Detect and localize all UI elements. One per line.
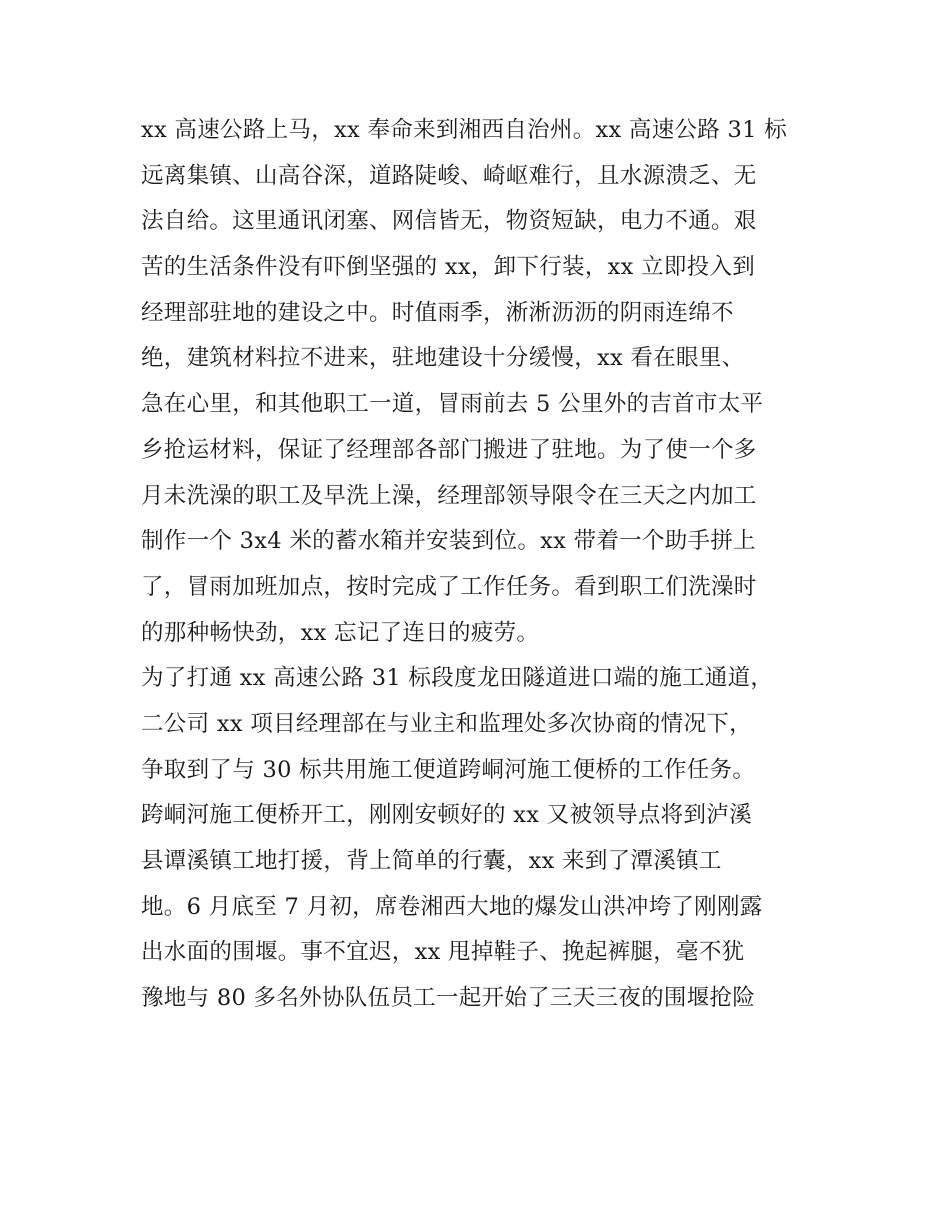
text-line: 了，冒雨加班加点，按时完成了工作任务。看到职工们洗澡时	[141, 573, 757, 600]
body-text	[141, 108, 821, 1022]
text-line: 为了打通 xx 高速公路 31 标段度龙田隧道进口端的施工通道，	[141, 665, 774, 692]
text-line: xx 高速公路上马，xx 奉命来到湘西自治州。xx 高速公路 31 标	[141, 117, 788, 143]
text-line: 远离集镇、山高谷深，道路陡峻、崎岖难行，且水源溃乏、无	[141, 162, 757, 189]
text-line: 的那种畅快劲，xx 忘记了连日的疲劳。	[141, 619, 540, 646]
text-line: 月未洗澡的职工及早洗上澡，经理部领导限令在三天之内加工	[141, 482, 757, 509]
text-line: 经理部驻地的建设之中。时值雨季，淅淅沥沥的阴雨连绵不	[141, 299, 734, 326]
text-line: 苦的生活条件没有吓倒坚强的 xx，卸下行装，xx 立即投入到	[141, 254, 756, 281]
text-line: 争取到了与 30 标共用施工便道跨峒河施工便桥的工作任务。	[141, 756, 756, 783]
text-line: 县谭溪镇工地打援，背上简单的行囊，xx 来到了潭溪镇工	[141, 848, 722, 874]
text-line: 地。6 月底至 7 月初，席卷湘西大地的爆发山洪冲垮了刚刚露	[141, 893, 763, 920]
text-line: 跨峒河施工便桥开工，刚刚安顿好的 xx 又被领导点将到泸溪	[141, 802, 752, 829]
text-line: 出水面的围堰。事不宜迟，xx 甩掉鞋子、挽起裤腿，毫不犹	[141, 939, 745, 966]
text-line: 制作一个 3x4 米的蓄水箱并安装到位。xx 带着一个助手拼上	[141, 528, 756, 555]
text-line: 法自给。这里通讯闭塞、网信皆无，物资短缺，电力不通。艰	[141, 208, 757, 235]
text-line: 豫地与 80 多名外协队伍员工一起开始了三天三夜的围堰抢险	[141, 985, 756, 1012]
text-line: 绝，建筑材料拉不进来，驻地建设十分缓慢，xx 看在眼里、	[141, 345, 745, 372]
text-line: 乡抢运材料，保证了经理部各部门搬进了驻地。为了使一个多	[141, 436, 757, 463]
text-line: 二公司 xx 项目经理部在与业主和监理处多次协商的情况下，	[141, 710, 752, 737]
text-line: 急在心里，和其他职工一道，冒雨前去 5 公里外的吉首市太平	[141, 391, 764, 418]
